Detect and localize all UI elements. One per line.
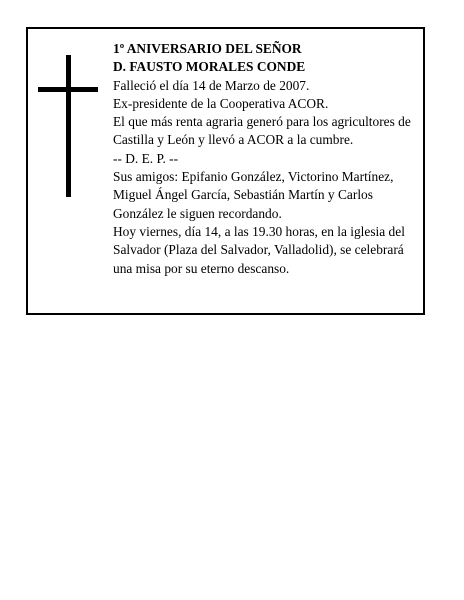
cross-horizontal-bar <box>38 87 98 92</box>
dep-text: -- D. E. P. -- <box>113 150 179 166</box>
notice-title-line-2: D. FAUSTO MORALES CONDE <box>113 59 306 75</box>
obituary-notice <box>26 27 425 315</box>
notice-text <box>113 40 423 278</box>
cross-vertical-bar <box>66 55 71 197</box>
tribute-text: El que más renta agraria generó para los agricultores de Castilla y León y llevó a ACOR a la cumbre. <box>113 114 411 148</box>
latin-cross-icon <box>38 55 98 197</box>
friends-text: Sus amigos: Epifanio González, Victorino Martínez, Miguel Ángel García, Sebastián Martín y Carlos González le siguen recordando. <box>113 169 394 221</box>
mass-text: Hoy viernes, día 14, a las 19.30 horas, en la iglesia del Salvador (Plaza del Salvador, Valladolid), se celebrará una misa por su eterno descanso. <box>113 223 405 276</box>
death-date-text: Falleció el día 14 de Marzo de 2007. <box>113 77 310 93</box>
role-text: Ex-presidente de la Cooperativa ACOR. <box>113 95 329 111</box>
notice-title-line-1: 1º ANIVERSARIO DEL SEÑOR <box>113 41 302 56</box>
